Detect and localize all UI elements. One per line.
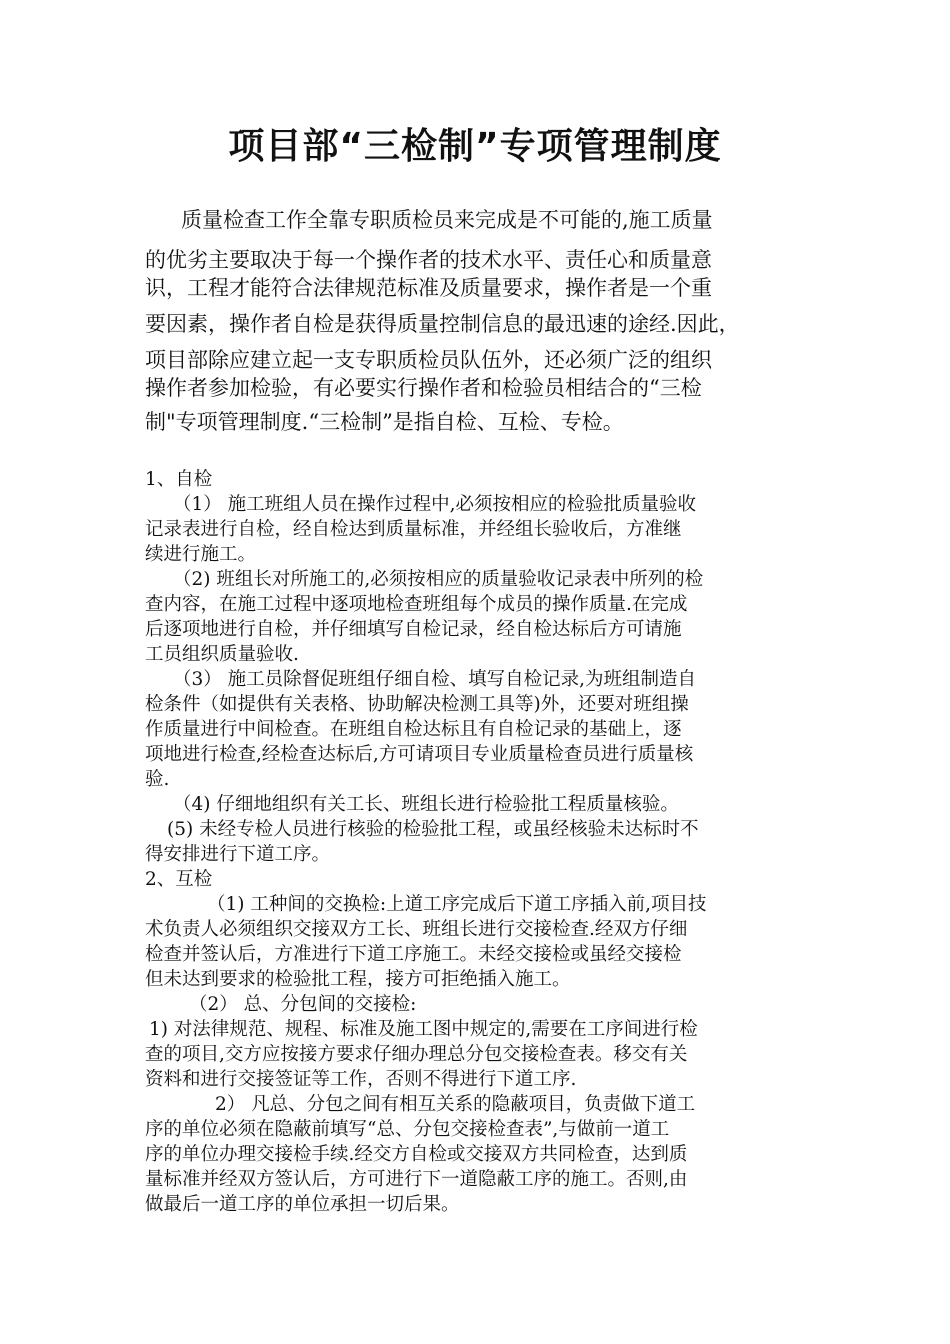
section-heading: 1、自检 xyxy=(145,469,213,490)
paragraph-line: （2) 班组长对所施工的,必须按相应的质量验收记录表中所列的检 xyxy=(173,569,704,590)
intro-line: 制"专项管理制度.“三检制”是指自检、互检、专检。 xyxy=(145,410,624,434)
paragraph-line: 项地进行检查,经检查达标后,方可请项目专业质量检查员进行质量核 xyxy=(145,744,694,765)
paragraph-line: 序的单位必须在隐蔽前填写“总、分包交接检查表”,与做前一道工 xyxy=(145,1119,670,1140)
intro-line: 质量检查工作全靠专职质检员来完成是不可能的,施工质量 xyxy=(181,208,713,232)
paragraph-line: 量标准并经双方签认后，方可进行下一道隐蔽工序的施工。否则,由 xyxy=(145,1169,688,1190)
section-heading: 2、互检 xyxy=(145,869,213,890)
intro-line: 识，工程才能符合法律规范标准及质量要求，操作者是一个重 xyxy=(145,276,712,300)
paragraph-line: 术负责人必须组织交接双方工长、班组长进行交接检查.经双方仔细 xyxy=(145,919,688,940)
paragraph-line: （2） 总、分包间的交接检: xyxy=(189,994,417,1015)
paragraph-line: 查的项目,交方应按接方要求仔细办理总分包交接检查表。移交有关 xyxy=(145,1044,688,1065)
paragraph-line: 检查并签认后，方准进行下道工序施工。未经交接检或虽经交接检 xyxy=(145,944,682,965)
intro-line: 项目部除应建立起一支专职质检员队伍外，还必须广泛的组织 xyxy=(145,348,712,372)
paragraph-line: （3） 施工员除督促班组仔细自检、填写自检记录,为班组制造自 xyxy=(173,669,697,690)
paragraph-line: （1) 工种间的交换检:上道工序完成后下道工序插入前,项目技 xyxy=(207,894,707,915)
intro-line: 操作者参加检验，有必要实行操作者和检验员相结合的“三检 xyxy=(145,376,702,400)
paragraph-line: 得安排进行下道工序。 xyxy=(145,844,331,865)
paragraph-line: 续进行施工。 xyxy=(145,544,257,565)
paragraph-line: 验. xyxy=(145,769,170,790)
paragraph-line: （4) 仔细地组织有关工长、班组长进行检验批工程质量核验。 xyxy=(173,794,679,815)
paragraph-line: 后逐项地进行自检，并仔细填写自检记录，经自检达标后方可请施 xyxy=(145,619,682,640)
intro-line: 要因素，操作者自检是获得质量控制信息的最迅速的途经.因此， xyxy=(145,312,740,336)
paragraph-line: 记录表进行自检，经自检达到质量标准，并经组长验收后，方准继 xyxy=(145,519,682,540)
paragraph-line: 作质量进行中间检查。在班组自检达标且有自检记录的基础上，逐 xyxy=(145,719,682,740)
paragraph-line: 查内容，在施工过程中逐项地检查班组每个成员的操作质量.在完成 xyxy=(145,594,688,615)
paragraph-line: （1） 施工班组人员在操作过程中,必须按相应的检验批质量验收 xyxy=(173,494,697,515)
paragraph-line: 资料和进行交接签证等工作，否则不得进行下道工序. xyxy=(145,1069,577,1090)
paragraph-line: (5) 未经专检人员进行核验的检验批工程，或虽经核验未达标时不 xyxy=(167,819,699,840)
paragraph-line: 2） 凡总、分包之间有相互关系的隐蔽项目，负责做下道工 xyxy=(215,1094,696,1115)
paragraph-line: 工员组织质量验收. xyxy=(145,644,299,665)
paragraph-line: 序的单位办理交接检手续.经交方自检或交接双方共同检查，达到质 xyxy=(145,1144,688,1165)
paragraph-line: 但未达到要求的检验批工程，接方可拒绝插入施工。 xyxy=(145,969,571,990)
paragraph-line: 做最后一道工序的单位承担一切后果。 xyxy=(145,1194,460,1215)
page-title: 项目部“三检制”专项管理制度 xyxy=(228,126,722,167)
intro-line: 的优劣主要取决于每一个操作者的技术水平、责任心和质量意 xyxy=(145,248,712,272)
paragraph-line: 检条件（如提供有关表格、协助解决检测工具等)外，还要对班组操 xyxy=(145,694,689,715)
paragraph-line: 1) 对法律规范、规程、标准及施工图中规定的,需要在工序间进行检 xyxy=(149,1019,698,1040)
